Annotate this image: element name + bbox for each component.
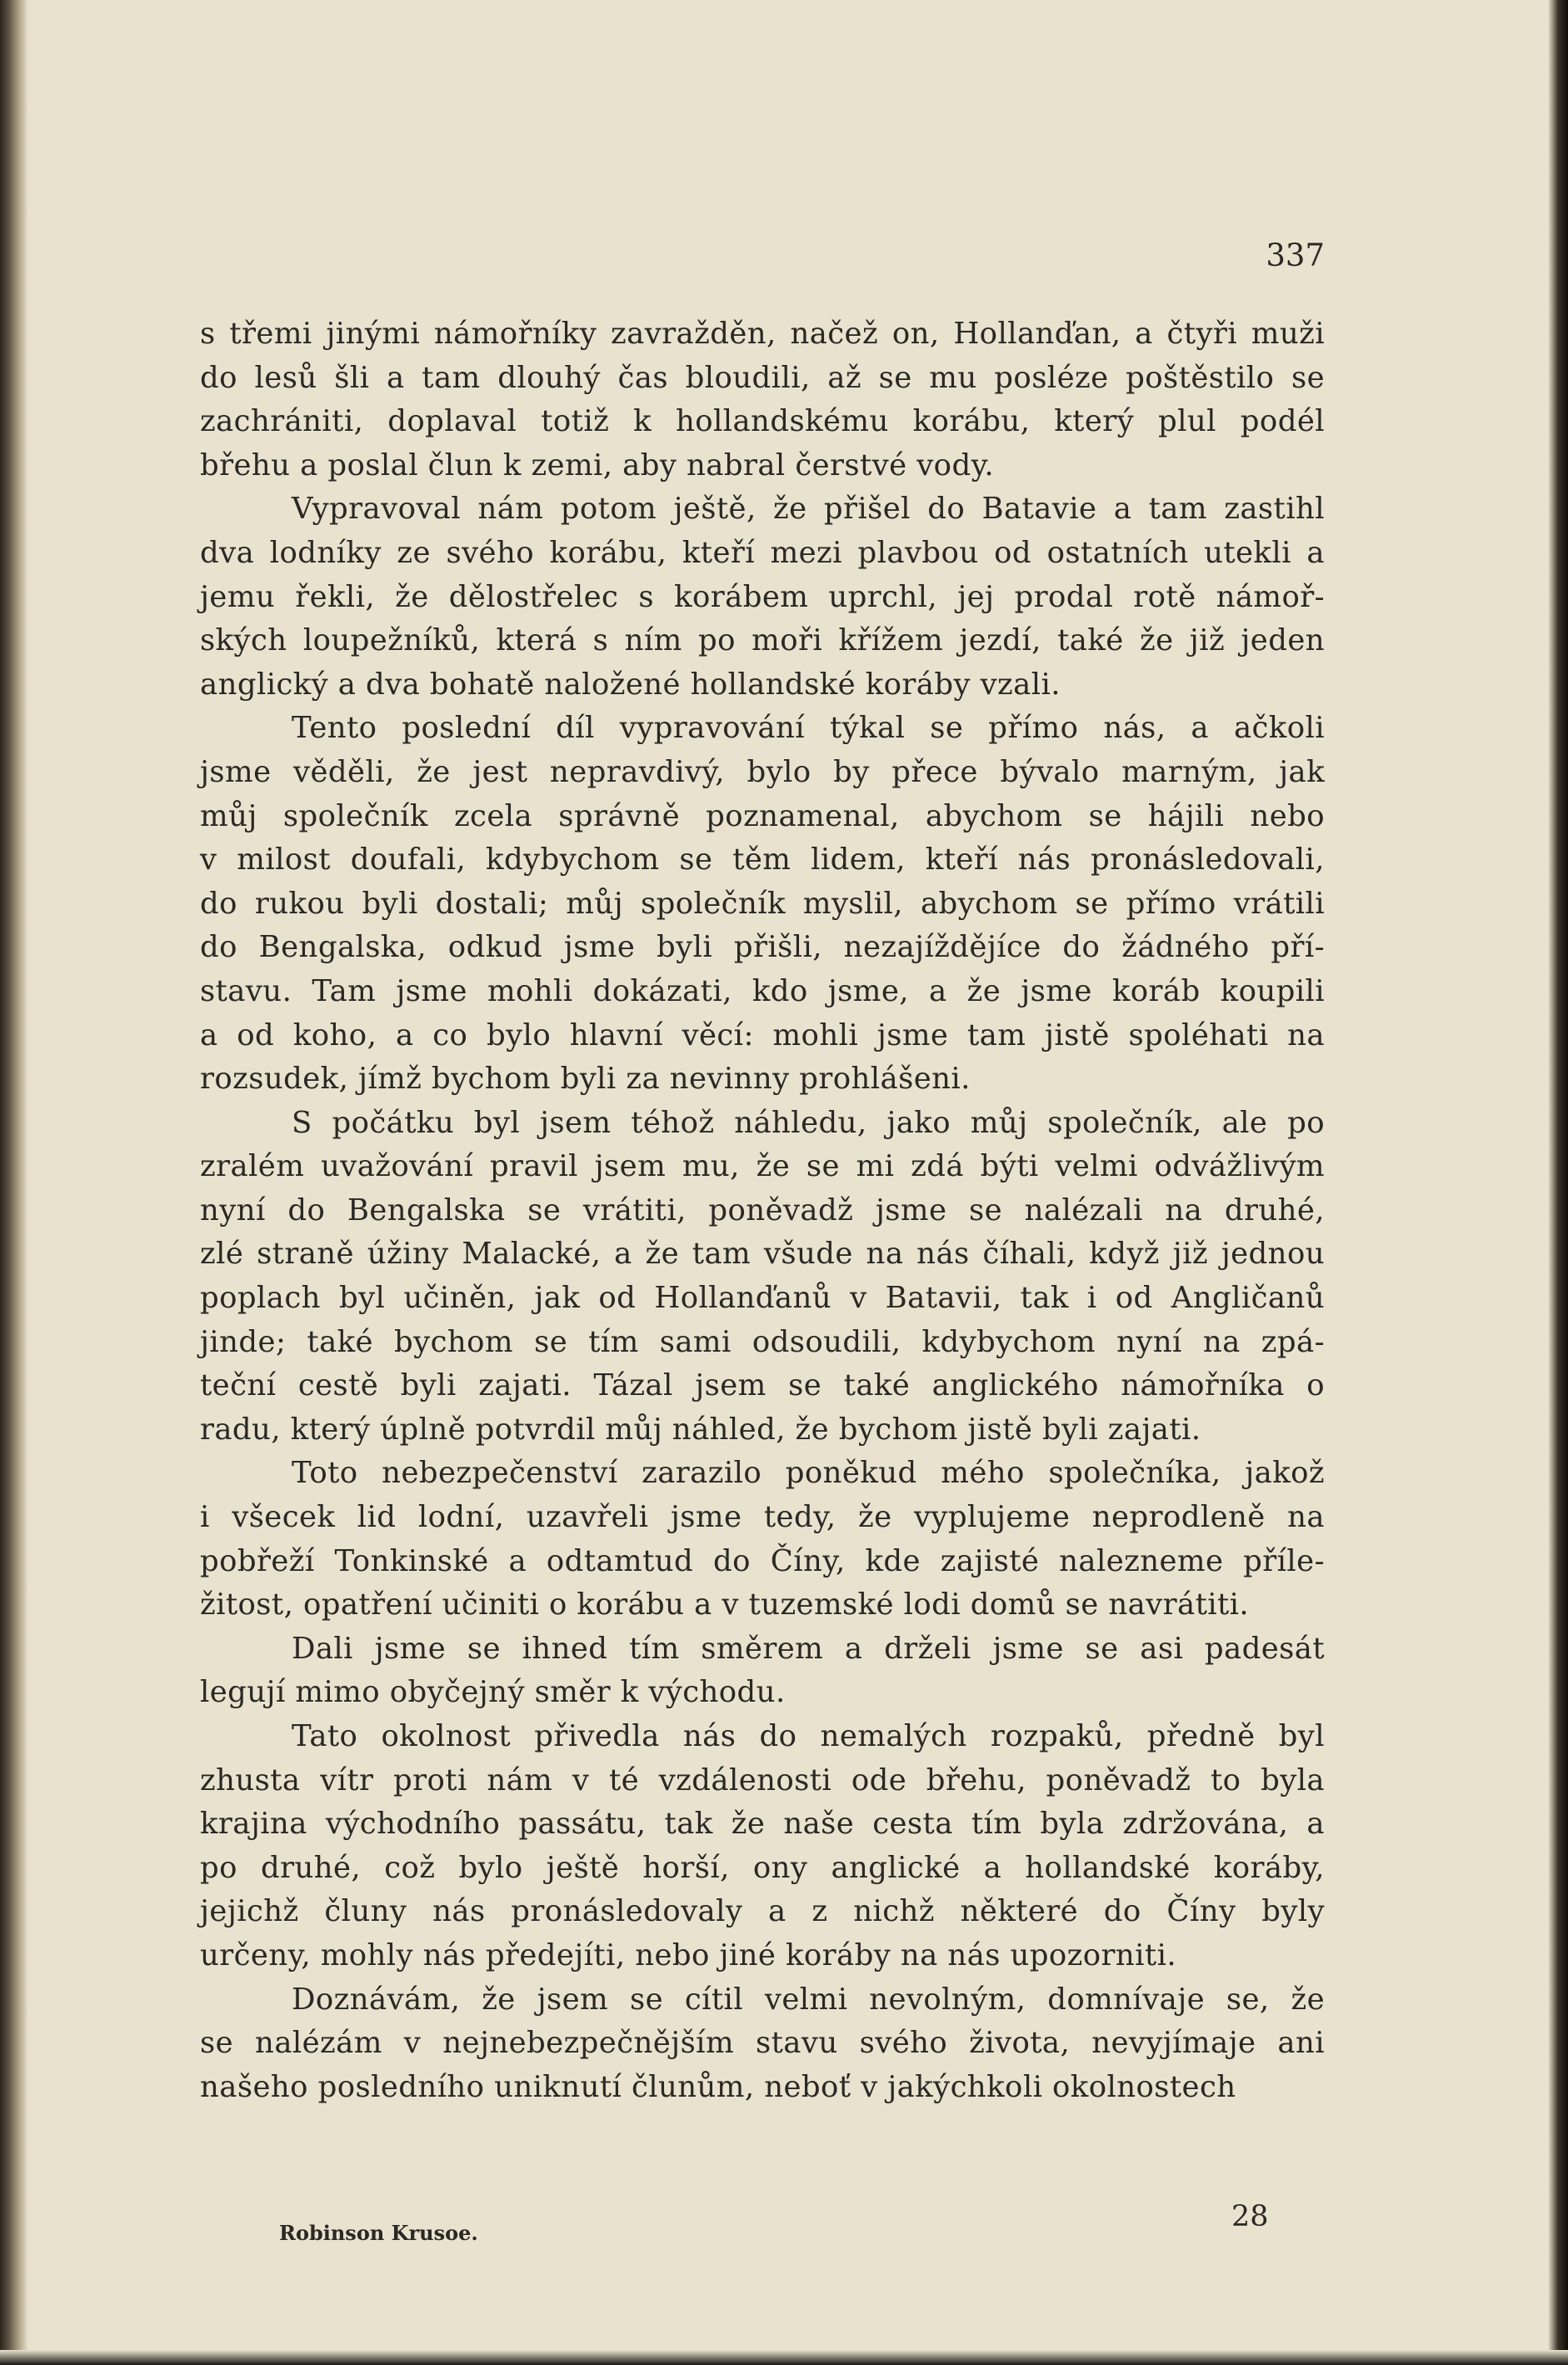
- text-line: se nalézám v nejnebezpečnějším stavu svého života, nevyjímaje ani: [200, 2026, 1325, 2061]
- text-line: Tento poslední díl vypravování týkal se přímo nás, a ačkoli: [292, 711, 1325, 746]
- text-line: břehu a poslal člun k zemi, aby nabral čerstvé vody.: [200, 448, 995, 482]
- text-line: i všecek lid lodní, uzavřeli jsme tedy, že vyplujeme neprodleně na: [200, 1500, 1325, 1535]
- text-line: teční cestě byli zajati. Tázal jsem se také anglického námořníka o: [200, 1368, 1325, 1403]
- text-line: žitost, opatření učiniti o korábu a v tuzemské lodi domů se navrátiti.: [200, 1588, 1250, 1622]
- text-line: anglický a dva bohatě naložené hollandské koráby vzali.: [200, 667, 1061, 702]
- page-edge-shadow: [1548, 0, 1568, 2365]
- text-line: dva lodníky ze svého korábu, kteří mezi plavbou od ostatních utekli a: [200, 535, 1325, 570]
- text-line: krajina východního passátu, tak že naše cesta tím byla zdržována, a: [200, 1807, 1325, 1842]
- text-line: poplach byl učiněn, jak od Hollanďanů v Batavii, tak i od Angličanů: [200, 1281, 1325, 1316]
- text-line: zralém uvažování pravil jsem mu, že se mi zdá býti velmi odvážlivým: [200, 1149, 1325, 1184]
- text-line: jemu řekli, že dělostřelec s korábem uprchl, jej prodal rotě námoř-: [200, 579, 1325, 614]
- text-line: ských loupežníků, která s ním po moři křížem jezdí, také že již jeden: [200, 623, 1325, 658]
- text-line: Doznávám, že jsem se cítil velmi nevolným, domnívaje se, že: [292, 1982, 1325, 2017]
- text-line: jejichž čluny nás pronásledovaly a z nichž některé do Číny byly: [200, 1894, 1325, 1929]
- paragraph: [200, 1715, 1325, 1978]
- text-line: zhusta vítr proti nám v té vzdálenosti ode břehu, poněvadž to byla: [200, 1762, 1325, 1798]
- paragraph: [200, 707, 1325, 1101]
- body-text: [200, 312, 1325, 2109]
- page-binding-shadow: [0, 0, 28, 2365]
- paragraph: [200, 1978, 1325, 2110]
- text-line: do lesů šli a tam dlouhý čas bloudili, až se mu posléze poštěstilo se: [200, 360, 1325, 395]
- text-line: v milost doufali, kdybychom se těm lidem, kteří nás pronásledovali,: [200, 842, 1325, 878]
- text-line: nyní do Bengalska se vrátiti, poněvadž jsme se nalézali na druhé,: [200, 1192, 1325, 1228]
- text-line: můj společník zcela správně poznamenal, abychom se hájili nebo: [200, 798, 1325, 833]
- text-line: jinde; také bychom se tím sami odsoudili, kdybychom nyní na zpá-: [200, 1324, 1325, 1359]
- text-line: s třemi jinými námořníky zavražděn, načež on, Hollanďan, a čtyři muži: [200, 317, 1325, 351]
- text-line: Vypravoval nám potom ještě, že přišel do Batavie a tam zastihl: [292, 492, 1325, 527]
- text-line: legují mimo obyčejný směr k východu.: [200, 1675, 786, 1710]
- text-line: do Bengalska, odkud jsme byli přišli, nezajíždějíce do žádného pří-: [200, 930, 1325, 965]
- text-line: jsme věděli, že jest nepravdivý, bylo by přece bývalo marným, jak: [200, 754, 1325, 789]
- paragraph: [200, 1452, 1325, 1627]
- text-line: po druhé, což bylo ještě horší, ony anglické a hollandské koráby,: [200, 1850, 1325, 1885]
- footer-signature-mark: 28: [1231, 2200, 1269, 2233]
- text-line: do rukou byli dostali; můj společník myslil, abychom se přímo vrátili: [200, 886, 1325, 921]
- text-line: stavu. Tam jsme mohli dokázati, kdo jsme, a že jsme koráb koupili: [200, 973, 1325, 1008]
- text-line: zlé straně úžiny Malacké, a že tam všude na nás číhali, když již jednou: [200, 1237, 1325, 1272]
- paragraph: [200, 1628, 1325, 1715]
- text-line: Tato okolnost přivedla nás do nemalých rozpaků, předně byl: [292, 1719, 1325, 1753]
- page-number: 337: [1266, 238, 1325, 273]
- text-line: Toto nebezpečenství zarazilo poněkud mého společníka, jakož: [292, 1456, 1325, 1491]
- text-line: zachrániti, doplaval totiž k hollandskému korábu, který plul podél: [200, 404, 1325, 439]
- text-line: S počátku byl jsem téhož náhledu, jako můj společník, ale po: [292, 1105, 1325, 1140]
- text-line: radu, který úplně potvrdil můj náhled, že bychom jistě byli zajati.: [200, 1412, 1201, 1447]
- text-line: rozsudek, jímž bychom byli za nevinny prohlášeni.: [200, 1062, 971, 1097]
- text-line: našeho posledního uniknutí člunům, neboť v jakýchkoli okolnostech: [200, 2069, 1236, 2104]
- paragraph: [200, 312, 1325, 488]
- text-line: pobřeží Tonkinské a odtamtud do Číny, kde zajisté nalezneme příle-: [200, 1543, 1325, 1578]
- text-line: určeny, mohly nás předejíti, nebo jiné koráby na nás upozorniti.: [200, 1938, 1177, 1972]
- footer-book-title: Robinson Krusoe.: [279, 2221, 478, 2245]
- text-line: a od koho, a co bylo hlavní věcí: mohli jsme tam jistě spoléhati na: [200, 1018, 1325, 1052]
- paragraph: [200, 488, 1325, 707]
- page-bottom-shadow: [0, 2350, 1568, 2365]
- text-line: Dali jsme se ihned tím směrem a drželi jsme se asi padesát: [292, 1631, 1325, 1666]
- paragraph: [200, 1102, 1325, 1452]
